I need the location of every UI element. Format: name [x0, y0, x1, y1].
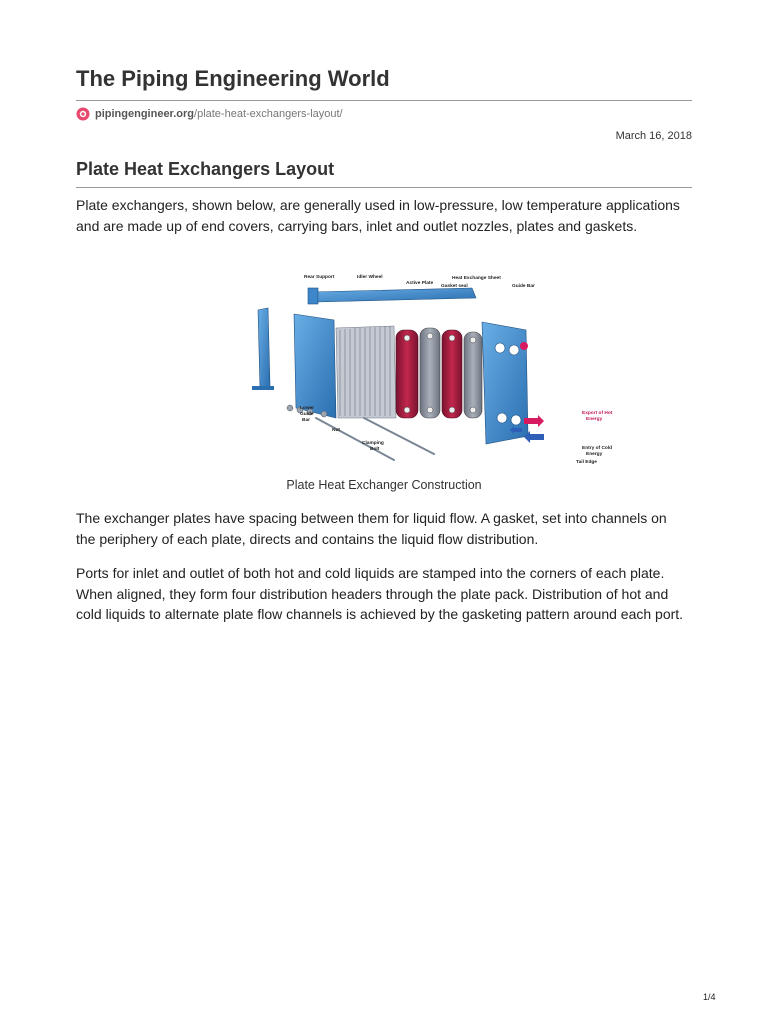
svg-text:Tail Edge: Tail Edge: [576, 460, 597, 465]
svg-text:Active Plate: Active Plate: [406, 281, 434, 286]
svg-text:Energy: Energy: [586, 417, 603, 422]
url-path[interactable]: /plate-heat-exchangers-layout/: [194, 108, 343, 120]
svg-text:Export of Hot: Export of Hot: [582, 411, 613, 416]
article-title-divider: [76, 187, 692, 188]
svg-text:Energy: Energy: [586, 452, 603, 457]
plate-pack: [336, 326, 482, 418]
pressure-plate: [482, 322, 528, 444]
plate-2: [420, 328, 440, 418]
paragraph-ports: Ports for inlet and outlet of both hot and cold liquids are stamped into the corners of each plate. When aligned, they form four distribution headers through the plate pack. Distribution of hot and cold liquids to alternate plate flow channels is achieved by the gasketing pattern around each port.: [76, 565, 684, 622]
idler-wheel: [308, 288, 318, 304]
site-title: The Piping Engineering World: [76, 66, 390, 91]
svg-text:Entry of Cold: Entry of Cold: [582, 446, 613, 451]
svg-text:Bar: Bar: [302, 418, 310, 423]
exchanger-illustration: [224, 268, 613, 470]
article-title: Plate Heat Exchangers Layout: [76, 159, 335, 179]
publish-date: March 16, 2018: [615, 130, 692, 142]
svg-text:Rear Support: Rear Support: [304, 275, 335, 280]
site-favicon-icon: [76, 107, 90, 121]
svg-text:Nut: Nut: [332, 428, 340, 433]
svg-text:Idler Wheel: Idler Wheel: [357, 275, 383, 280]
page-number: 1/4: [703, 992, 716, 1002]
svg-text:Guide: Guide: [300, 412, 314, 417]
active-plate-3: [442, 330, 462, 418]
svg-text:Heat Exchange Sheet: Heat Exchange Sheet: [452, 276, 501, 281]
svg-text:Lower: Lower: [300, 406, 315, 411]
figure-caption: Plate Heat Exchanger Construction: [286, 478, 482, 492]
url-domain[interactable]: pipingengineer.org: [95, 108, 195, 120]
active-plate-1: [396, 330, 418, 418]
svg-text:Gasket seal: Gasket seal: [441, 284, 468, 289]
svg-text:Guide Bar: Guide Bar: [512, 284, 535, 289]
paragraph-intro: Plate exchangers, shown below, are generally used in low-pressure, low temperature applications and are made up of end covers, carrying bars, inlet and outlet nozzles, plates and gaskets.: [76, 197, 680, 234]
top-guide-bar: [312, 288, 476, 302]
svg-text:Bolt: Bolt: [370, 447, 380, 452]
paragraph-plate-spacing: The exchanger plates have spacing between them for liquid flow. A gasket, set into channels on the periphery of each plate, directs and contains the liquid flow distribution.: [76, 510, 667, 547]
title-divider: [76, 100, 692, 101]
fixed-frame-left: [294, 314, 336, 418]
source-url[interactable]: [76, 107, 343, 121]
plate-4: [464, 332, 482, 418]
plate-heat-exchanger-diagram: [224, 268, 613, 470]
svg-text:Clamping: Clamping: [362, 441, 384, 446]
clamping-bolts: [316, 418, 434, 460]
rear-support: [258, 308, 270, 388]
